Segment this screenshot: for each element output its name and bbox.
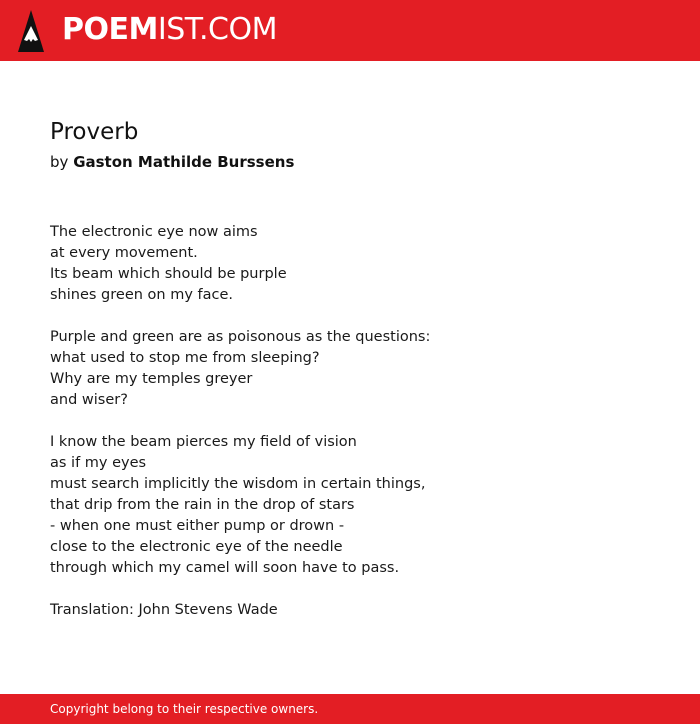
poem-body <box>50 222 650 621</box>
logo-text-bold: POEM <box>62 12 158 47</box>
poem-stanza <box>50 222 650 306</box>
poem-line: what used to stop me from sleeping? <box>50 350 320 366</box>
poem-line: shines green on my face. <box>50 287 234 303</box>
poem-line: must search implicitly the wisdom in certain things, <box>50 476 426 492</box>
copyright-notice: Copyright belong to their respective owners. <box>50 702 319 716</box>
poem-content <box>50 116 650 621</box>
poem-title: Proverb <box>50 119 139 145</box>
poem-line: that drip from the rain in the drop of stars <box>50 497 355 513</box>
poem-line: I know the beam pierces my field of vision <box>50 434 357 450</box>
logo-text-light: IST.COM <box>157 12 277 47</box>
poem-line: at every movement. <box>50 245 198 261</box>
pencil-nib-icon[interactable] <box>18 10 44 52</box>
site-footer <box>0 694 700 724</box>
site-header <box>0 0 700 61</box>
poem-line: close to the electronic eye of the needle <box>50 539 343 555</box>
poem-stanza <box>50 432 650 579</box>
poem-line: Its beam which should be purple <box>50 266 287 282</box>
poem-line: - when one must either pump or drown - <box>50 518 345 534</box>
poem-line: through which my camel will soon have to pass. <box>50 560 400 576</box>
by-label: by <box>50 153 69 171</box>
poem-stanza <box>50 327 650 411</box>
poem-line: and wiser? <box>50 392 128 408</box>
poem-byline <box>50 151 650 173</box>
translation-credit: Translation: John Stevens Wade <box>50 602 278 618</box>
poem-author: Gaston Mathilde Burssens <box>73 153 295 171</box>
poem-line: The electronic eye now aims <box>50 224 258 240</box>
poem-line: as if my eyes <box>50 455 147 471</box>
site-logo[interactable] <box>62 11 277 49</box>
poem-line: Why are my temples greyer <box>50 371 253 387</box>
poem-line: Purple and green are as poisonous as the questions: <box>50 329 431 345</box>
